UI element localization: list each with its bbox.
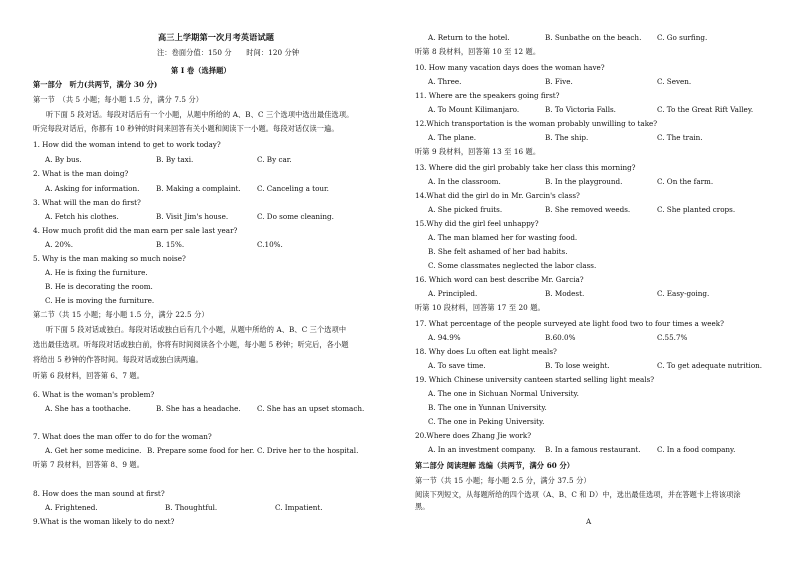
section1-instruction-line: 听完每段对话后，你都有 10 秒钟的时间来回答有关小题和阅读下一小题。每段对话仅读一遍。 (33, 124, 339, 133)
part2-instruction-line: 阅读下列短文，从每题所给的四个选项（A、B、C 和 D）中，选出最佳选项，并在答题卡上将该项涂 (415, 490, 741, 499)
option-15b: B. She felt ashamed of her bad habits. (428, 247, 568, 256)
option-2c: C. Canceling a tour. (257, 184, 329, 193)
option-2b: B. Making a complaint. (156, 184, 241, 193)
option-18c: C. To get adequate nutrition. (657, 361, 763, 370)
option-16c: C. Easy-going. (657, 289, 710, 298)
part1-heading: 第一部分 听力(共两节，满分 30 分) (33, 80, 158, 89)
option-9c: C. Go surfing. (657, 33, 708, 42)
question-7: 7. What does the man offer to do for the woman? (33, 432, 212, 441)
option-17c: C.55.7% (657, 333, 688, 342)
option-5a: A. He is fixing the furniture. (45, 268, 148, 277)
part2-section1-heading: 第一节（共 15 小题；每小题 2.5 分，满分 37.5 分） (415, 476, 591, 485)
part2-heading: 第二部分 阅读理解 选编（共两节，满分 60 分） (415, 461, 575, 470)
option-5c: C. He is moving the furniture. (45, 296, 155, 305)
option-2a: A. Asking for information. (45, 184, 140, 193)
option-10a: A. Three. (428, 77, 462, 86)
option-7c: C. Drive her to the hospital. (257, 446, 359, 455)
option-7b: B. Prepare some food for her. (147, 446, 255, 455)
option-9a: A. Return to the hotel. (428, 33, 510, 42)
option-4c: C.10%. (257, 240, 283, 249)
material-9-note: 听第 9 段材料，回答第 13 至 16 题。 (415, 147, 541, 156)
passage-label: A (586, 517, 592, 526)
option-20b: B. In a famous restaurant. (545, 445, 641, 454)
option-6b: B. She has a headache. (156, 404, 241, 413)
option-17a: A. 94.9% (428, 333, 461, 342)
option-3a: A. Fetch his clothes. (45, 212, 119, 221)
option-16a: A. Principled. (428, 289, 478, 298)
option-11b: B. To Victoria Falls. (545, 105, 616, 114)
part2-instruction-line: 黑。 (415, 502, 430, 511)
option-15a: A. The man blamed her for wasting food. (428, 233, 578, 242)
option-10b: B. Five. (545, 77, 573, 86)
option-7a: A. Get her some medicine. (45, 446, 142, 455)
question-11: 11. Where are the speakers going first? (415, 91, 560, 100)
question-16: 16. Which word can best describe Mr. Garcia? (415, 275, 584, 284)
option-11a: A. To Mount Kilimanjaro. (428, 105, 520, 114)
question-17: 17. What percentage of the people surveyed ate light food two to four times a week? (415, 319, 724, 328)
section2-heading: 第二节（共 15 小题；每小题 1.5 分，满分 22.5 分） (33, 310, 209, 319)
material-10-note: 听第 10 段材料，回答第 17 至 20 题。 (415, 303, 545, 312)
option-3c: C. Do some cleaning. (257, 212, 334, 221)
option-8c: C. Impatient. (275, 503, 323, 512)
question-5: 5. Why is the man making so much noise? (33, 254, 186, 263)
option-9b: B. Sunbathe on the beach. (545, 33, 642, 42)
section1-heading: 第一节 （共 5 小题；每小题 1.5 分，满分 7.5 分） (33, 95, 204, 104)
option-12b: B. The ship. (545, 133, 589, 142)
question-4: 4. How much profit did the man earn per sale last year? (33, 226, 238, 235)
option-20c: C. In a food company. (657, 445, 736, 454)
option-18a: A. To save time. (428, 361, 486, 370)
option-8a: A. Frightened. (45, 503, 98, 512)
question-2: 2. What is the man doing? (33, 169, 129, 178)
option-17b: B.60.0% (545, 333, 576, 342)
option-14a: A. She picked fruits. (428, 205, 503, 214)
option-12c: C. The train. (657, 133, 703, 142)
option-13c: C. On the farm. (657, 177, 714, 186)
question-6: 6. What is the woman's problem? (33, 390, 155, 399)
material-7-note: 听第 7 段材料，回答第 8、9 题。 (33, 460, 145, 469)
question-8: 8. How does the man sound at first? (33, 489, 165, 498)
option-13a: A. In the classroom. (428, 177, 501, 186)
question-19: 19. Which Chinese university canteen started selling light meals? (415, 375, 655, 384)
option-1b: B. By taxi. (156, 155, 194, 164)
question-9: 9.What is the woman likely to do next? (33, 517, 175, 526)
question-14: 14.What did the girl do in Mr. Garcin's class? (415, 191, 580, 200)
option-5b: B. He is decorating the room. (45, 282, 153, 291)
option-14c: C. She planted crops. (657, 205, 736, 214)
option-4b: B. 15%. (156, 240, 185, 249)
option-4a: A. 20%. (45, 240, 74, 249)
question-12: 12.Which transportation is the woman probably unwilling to take? (415, 119, 658, 128)
option-10c: C. Seven. (657, 77, 692, 86)
question-15: 15.Why did the girl feel unhappy? (415, 219, 539, 228)
material-8-note: 听第 8 段材料，回答第 10 至 12 题。 (415, 47, 541, 56)
exam-title: 高三上学期第一次月考英语试题 (158, 32, 275, 42)
option-1a: A. By bus. (45, 155, 82, 164)
option-16b: B. Modest. (545, 289, 585, 298)
option-3b: B. Visit Jim's house. (156, 212, 229, 221)
volume-heading: 第 I 卷（选择题） (171, 66, 231, 75)
option-6a: A. She has a toothache. (45, 404, 131, 413)
material-6-note: 听第 6 段材料，回答第 6、7 题。 (33, 371, 145, 380)
question-3: 3. What will the man do first? (33, 198, 141, 207)
question-1: 1. How did the woman intend to get to work today? (33, 140, 221, 149)
option-8b: B. Thoughtful. (165, 503, 218, 512)
option-15c: C. Some classmates neglected the labor class. (428, 261, 597, 270)
section1-instruction-line: 听下面 5 段对话。每段对话后有一个小题，从题中所给的 A、B、C 三个选项中选出最佳选项。 (46, 110, 354, 119)
option-19b: B. The one in Yunnan University. (428, 403, 547, 412)
option-13b: B. In the playground. (545, 177, 623, 186)
option-18b: B. To lose weight. (545, 361, 610, 370)
option-11c: C. To the Great Rift Valley. (657, 105, 754, 114)
section2-instruction-line: 听下面 5 段对话或独白。每段对话或独白后有几个小题，从题中所给的 A、B、C 三个选项中 (46, 325, 347, 334)
option-19c: C. The one in Peking University. (428, 417, 545, 426)
option-20a: A. In an investment company. (428, 445, 536, 454)
question-13: 13. Where did the girl probably take her class this morning? (415, 163, 636, 172)
option-14b: B. She removed weeds. (545, 205, 631, 214)
question-20: 20.Where does Zhang Jie work? (415, 431, 532, 440)
section2-instruction-line: 选出最佳选项。听每段对话或独白前，你将有时间阅读各个小题，每小题 5 秒钟；听完后，各小题 (33, 340, 349, 349)
option-1c: C. By car. (257, 155, 292, 164)
exam-note: 注：卷面分值：150 分 时间：120 分钟 (157, 48, 300, 57)
option-6c: C. She has an upset stomach. (257, 404, 365, 413)
section2-instruction-line: 将给出 5 秒钟的作答时间。每段对话或独白读两遍。 (33, 355, 203, 364)
question-18: 18. Why does Lu often eat light meals? (415, 347, 557, 356)
option-12a: A. The plane. (428, 133, 477, 142)
option-19a: A. The one in Sichuan Normal University. (428, 389, 579, 398)
question-10: 10. How many vacation days does the woman have? (415, 63, 605, 72)
